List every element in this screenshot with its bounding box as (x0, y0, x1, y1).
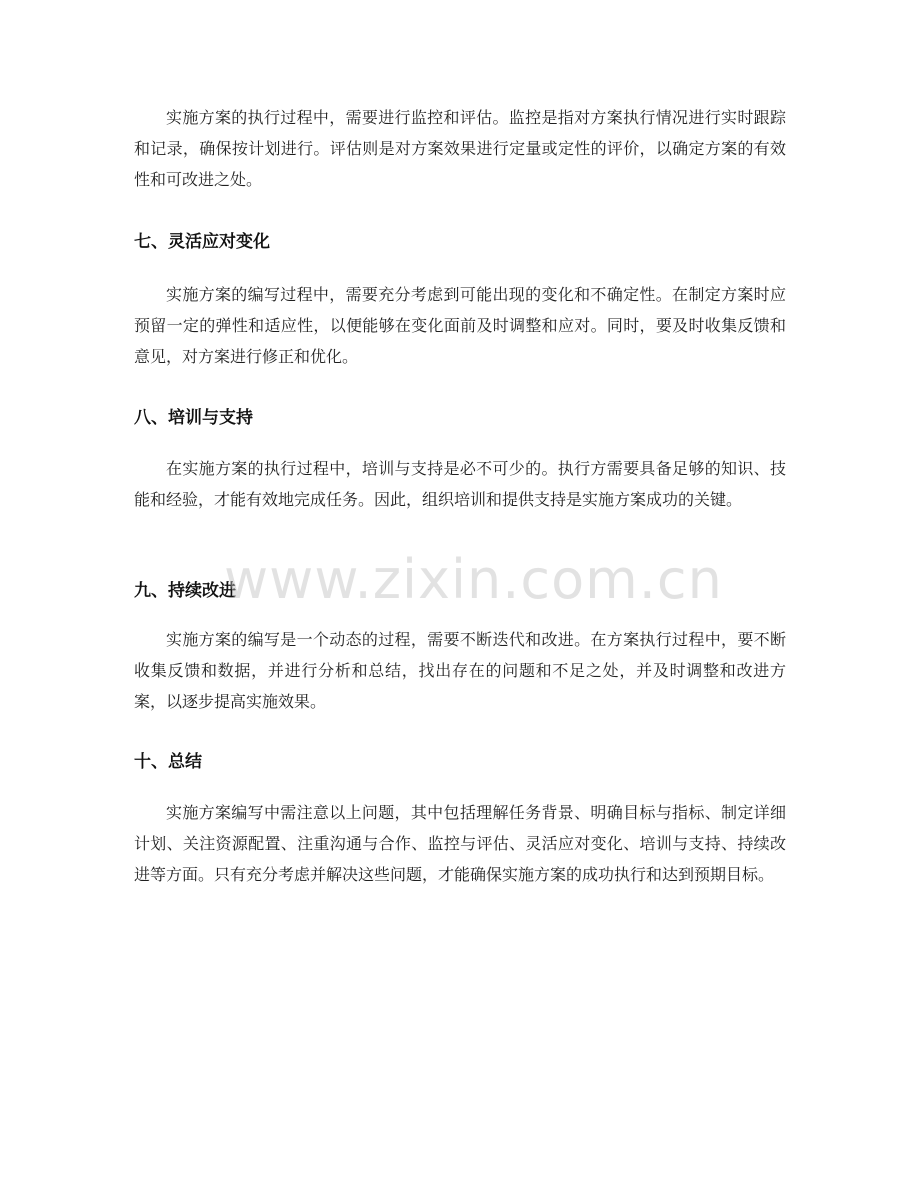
intro-paragraph: 实施方案的执行过程中，需要进行监控和评估。监控是指对方案执行情况进行实时跟踪和记录，确保按计划进行。评估则是对方案效果进行定量或定性的评价，以确定方案的有效性和可改进之处。 (134, 108, 786, 189)
section-heading-9: 九、持续改进 (134, 581, 236, 601)
section-paragraph-9: 实施方案的编写是一个动态的过程，需要不断迭代和改进。在方案执行过程中，要不断收集反馈和数据，并进行分析和总结，找出存在的问题和不足之处，并及时调整和改进方案，以逐步提高实施效果。 (134, 630, 786, 711)
section-paragraph-7: 实施方案的编写过程中，需要充分考虑到可能出现的变化和不确定性。在制定方案时应预留一定的弹性和适应性，以便能够在变化面前及时调整和应对。同时，要及时收集反馈和意见，对方案进行修正和优化。 (134, 285, 786, 366)
section-paragraph-10: 实施方案编写中需注意以上问题，其中包括理解任务背景、明确目标与指标、制定详细计划、关注资源配置、注重沟通与合作、监控与评估、灵活应对变化、培训与支持、持续改进等方面。只有充分考虑并解决这些问题，才能确保实施方案的成功执行和达到预期目标。 (134, 803, 786, 884)
section-heading-8: 八、培训与支持 (134, 408, 253, 428)
watermark-text: www.zixin.com.cn (224, 548, 723, 611)
section-paragraph-8: 在实施方案的执行过程中，培训与支持是必不可少的。执行方需要具备足够的知识、技能和经验，才能有效地完成任务。因此，组织培训和提供支持是实施方案成功的关键。 (134, 459, 786, 509)
section-heading-10: 十、总结 (134, 752, 202, 772)
section-heading-7: 七、灵活应对变化 (134, 232, 270, 252)
